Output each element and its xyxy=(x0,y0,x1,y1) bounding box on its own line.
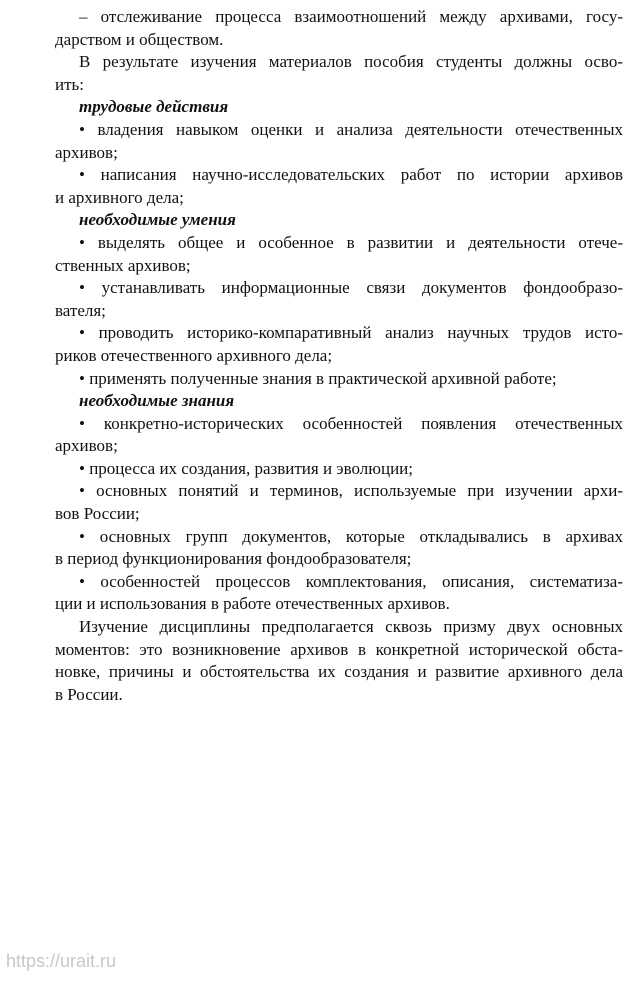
list-item-line: вов России; xyxy=(55,504,140,524)
list-item-line: • основных групп документов, которые откладывались в архивах xyxy=(79,526,623,546)
text-line: В результате изучения материалов пособия студенты должны осво- xyxy=(79,52,623,72)
list-item-line: • выделять общее и особенное в развитии и деятельности отече- xyxy=(79,232,623,252)
list-item-line: • применять полученные знания в практической архивной работе; xyxy=(79,368,557,388)
list-item-line: ции и использования в работе отечественных архивов. xyxy=(55,594,450,614)
list-item-line: и архивного дела; xyxy=(55,187,184,207)
watermark-url: https://urait.ru xyxy=(6,951,117,971)
list-item-line: вателя; xyxy=(55,300,106,320)
list-item-line: • владения навыком оценки и анализа деятельности отечественных xyxy=(79,119,623,139)
paragraph-results xyxy=(55,51,623,96)
list-item-line: • основных понятий и терминов, используемые при изучении архи- xyxy=(79,481,623,501)
section-labor-actions xyxy=(55,96,623,209)
section-required-skills xyxy=(55,209,623,390)
list-item-line: • написания научно-исследовательских работ по истории архивов xyxy=(79,165,623,185)
list-item-line: • процесса их создания, развития и эволюции; xyxy=(79,458,413,478)
text-line: ить: xyxy=(55,74,85,94)
list-item-line: в период функционирования фондообразователя; xyxy=(55,549,412,569)
section-heading: необходимые знания xyxy=(79,391,235,411)
section-heading: трудовые действия xyxy=(79,97,229,117)
list-item-line: архивов; xyxy=(55,436,118,456)
text-line: моментов: это возникновение архивов в конкретной исторической обста- xyxy=(55,639,623,659)
list-item-line: архивов; xyxy=(55,142,118,162)
paragraph-closing xyxy=(55,616,623,706)
list-item-line: • устанавливать информационные связи документов фондообразо- xyxy=(79,278,623,298)
list-item-line: риков отечественного архивного дела; xyxy=(55,345,333,365)
text-line: – отслеживание процесса взаимоотношений между архивами, госу- xyxy=(79,7,623,26)
list-item-line: • особенностей процессов комплектования, описания, систематиза- xyxy=(79,571,623,591)
list-item-line: • конкретно-исторических особенностей появления отечественных xyxy=(79,413,623,433)
text-line: новке, причины и обстоятельства их создания и развитие архивного дела xyxy=(55,662,623,682)
text-line: в России. xyxy=(55,684,123,704)
list-item-line: ственных архивов; xyxy=(55,255,191,275)
list-item-line: • проводить историко-компаративный анализ научных трудов исто- xyxy=(79,323,623,343)
document-body xyxy=(55,6,623,706)
section-required-knowledge xyxy=(55,390,623,616)
section-heading: необходимые умения xyxy=(79,210,236,230)
text-line: дарством и обществом. xyxy=(55,29,224,49)
text-line: Изучение дисциплины предполагается сквозь призму двух основных xyxy=(79,617,623,637)
paragraph-intro xyxy=(55,6,623,51)
